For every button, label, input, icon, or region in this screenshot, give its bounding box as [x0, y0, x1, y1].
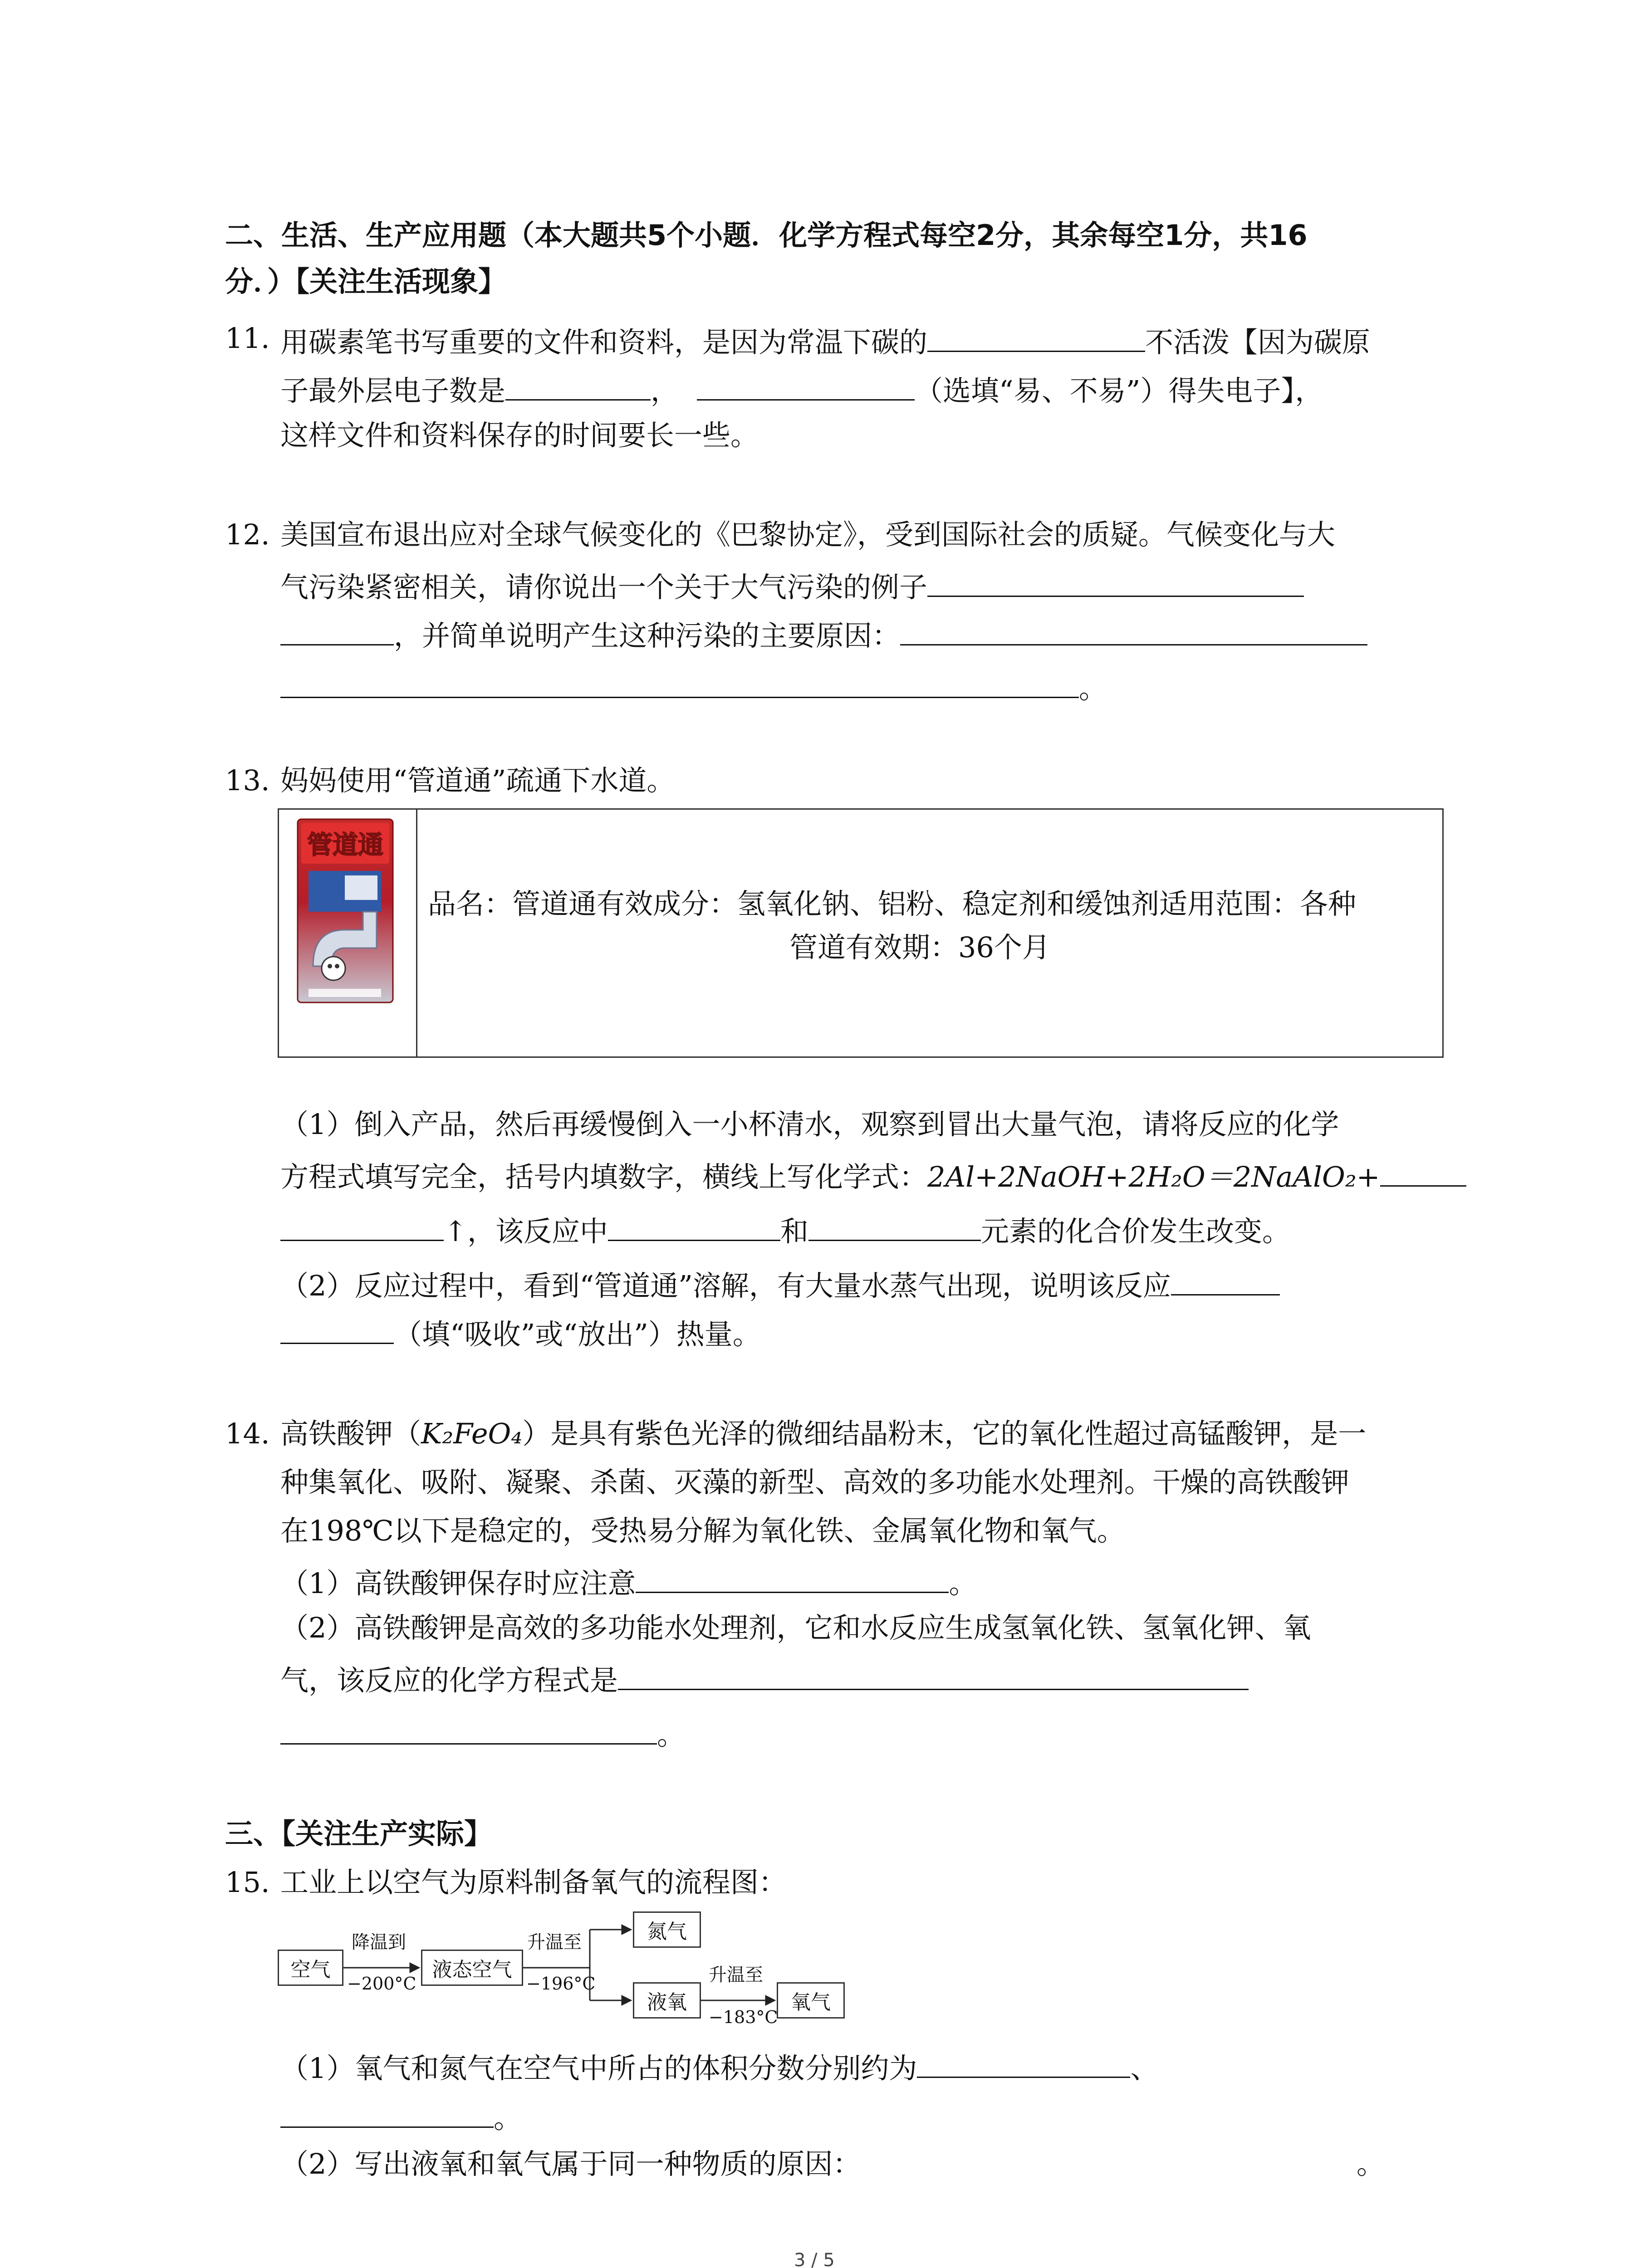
question-text-end: 。	[1357, 2147, 1385, 2180]
section-heading: 三、【关注生产实际】	[225, 1817, 493, 1850]
flow-step-temp: −196°C	[526, 1974, 596, 1994]
product-info-line: 品名：管道通有效成分：氢氧化钠、铝粉、稳定剂和缓蚀剂适用范围：各种	[428, 887, 1357, 920]
question-text: （2）反应过程中，看到“管道通”溶解，有大量水蒸气出现，说明该反应	[280, 1268, 1280, 1300]
flow-box-nitrogen: 氮气	[633, 1911, 701, 1948]
page-number: 3 / 5	[794, 2250, 835, 2268]
question-text: 高铁酸钾（K₂FeO₄）是具有紫色光泽的微细结晶粉末，它的氧化性超过高锰酸钾，是一	[280, 1417, 1367, 1450]
answer-blank[interactable]	[917, 2050, 1130, 2078]
product-info-line: 管道有效期：36个月	[789, 931, 1050, 964]
flow-box-liquid-oxygen: 液氧	[633, 1982, 701, 2019]
section-heading: 二、生活、生产应用题（本大题共5个小题．化学方程式每空2分，其余每空1分，共16	[225, 219, 1308, 252]
question-number: 12.	[225, 518, 270, 551]
question-number: 11.	[225, 322, 270, 355]
answer-blank[interactable]	[280, 2100, 494, 2128]
flow-box-air: 空气	[278, 1950, 343, 1986]
question-text: 方程式填写完全，括号内填数字，横线上写化学式：2Al+2NaOH+2H₂O＝2NaAlO₂+	[280, 1159, 1466, 1191]
question-number: 13.	[225, 764, 270, 797]
section-heading-cont: 分．）【关注生活现象】	[225, 265, 507, 298]
question-text: ↑，该反应中 和 元素的化合价发生改变。	[280, 1213, 1290, 1246]
question-number: 15.	[225, 1866, 270, 1899]
question-text: （2）写出液氧和氧气属于同一种物质的原因：	[280, 2147, 861, 2180]
question-text: 这样文件和资料保存的时间要长一些。	[280, 419, 759, 452]
question-text: （填“吸收”或“放出”）热量。	[280, 1316, 761, 1349]
question-text: 气污染紧密相关，请你说出一个关于大气污染的例子	[280, 569, 1304, 601]
question-text: 妈妈使用“管道通”疏通下水道。	[280, 764, 675, 797]
question-text: 。	[280, 2100, 522, 2132]
question-text: （2）高铁酸钾是高效的多功能水处理剂，它和水反应生成氢氧化铁、氢氧化钾、氧	[280, 1611, 1311, 1644]
flow-step-label: 升温至	[527, 1932, 582, 1953]
question-text: 气，该反应的化学方程式是	[280, 1662, 1249, 1695]
question-text: 在198℃以下是稳定的，受热易分解为氧化铁、金属氧化物和氧气。	[280, 1514, 1125, 1547]
question-text: （1）氧气和氮气在空气中所占的体积分数分别约为 、	[280, 2050, 1158, 2082]
chemical-equation: 2Al+2NaOH+2H₂O＝2NaAlO₂+	[927, 1160, 1380, 1193]
chemical-formula: K₂FeO₄	[421, 1417, 523, 1450]
question-text: 美国宣布退出应对全球气候变化的《巴黎协定》，受到国际社会的质疑。气候变化与大	[280, 518, 1336, 551]
question-text: 用碳素笔书写重要的文件和资料，是因为常温下碳的 不活泼【因为碳原	[280, 324, 1370, 357]
flow-step-label: 降温到	[352, 1932, 406, 1953]
flow-step-temp: −183°C	[709, 2007, 778, 2027]
question-text: 。	[280, 1717, 685, 1749]
flow-step-temp: −200°C	[347, 1974, 416, 1994]
question-text: （1）高铁酸钾保存时应注意 。	[280, 1565, 977, 1598]
question-text: 子最外层电子数是 ， （选填“易、不易”）得失电子】，	[280, 373, 1323, 405]
flow-box-oxygen: 氧气	[777, 1982, 845, 2019]
flow-box-liquid-air: 液态空气	[421, 1950, 523, 1986]
question-number: 14.	[225, 1417, 270, 1450]
flow-step-label: 升温至	[709, 1965, 763, 1985]
question-text: ，并简单说明产生这种污染的主要原因：	[280, 618, 1367, 650]
product-brand-text: 管道通	[307, 831, 383, 860]
question-text: 工业上以空气为原料制备氧气的流程图：	[280, 1866, 787, 1899]
question-text: （1）倒入产品，然后再缓慢倒入一小杯清水，观察到冒出大量气泡，请将反应的化学	[280, 1108, 1339, 1141]
question-text: 种集氧化、吸附、凝聚、杀菌、灭藻的新型、高效的多功能水处理剂。干燥的高铁酸钾	[280, 1466, 1350, 1499]
question-text: 。	[280, 670, 1107, 703]
